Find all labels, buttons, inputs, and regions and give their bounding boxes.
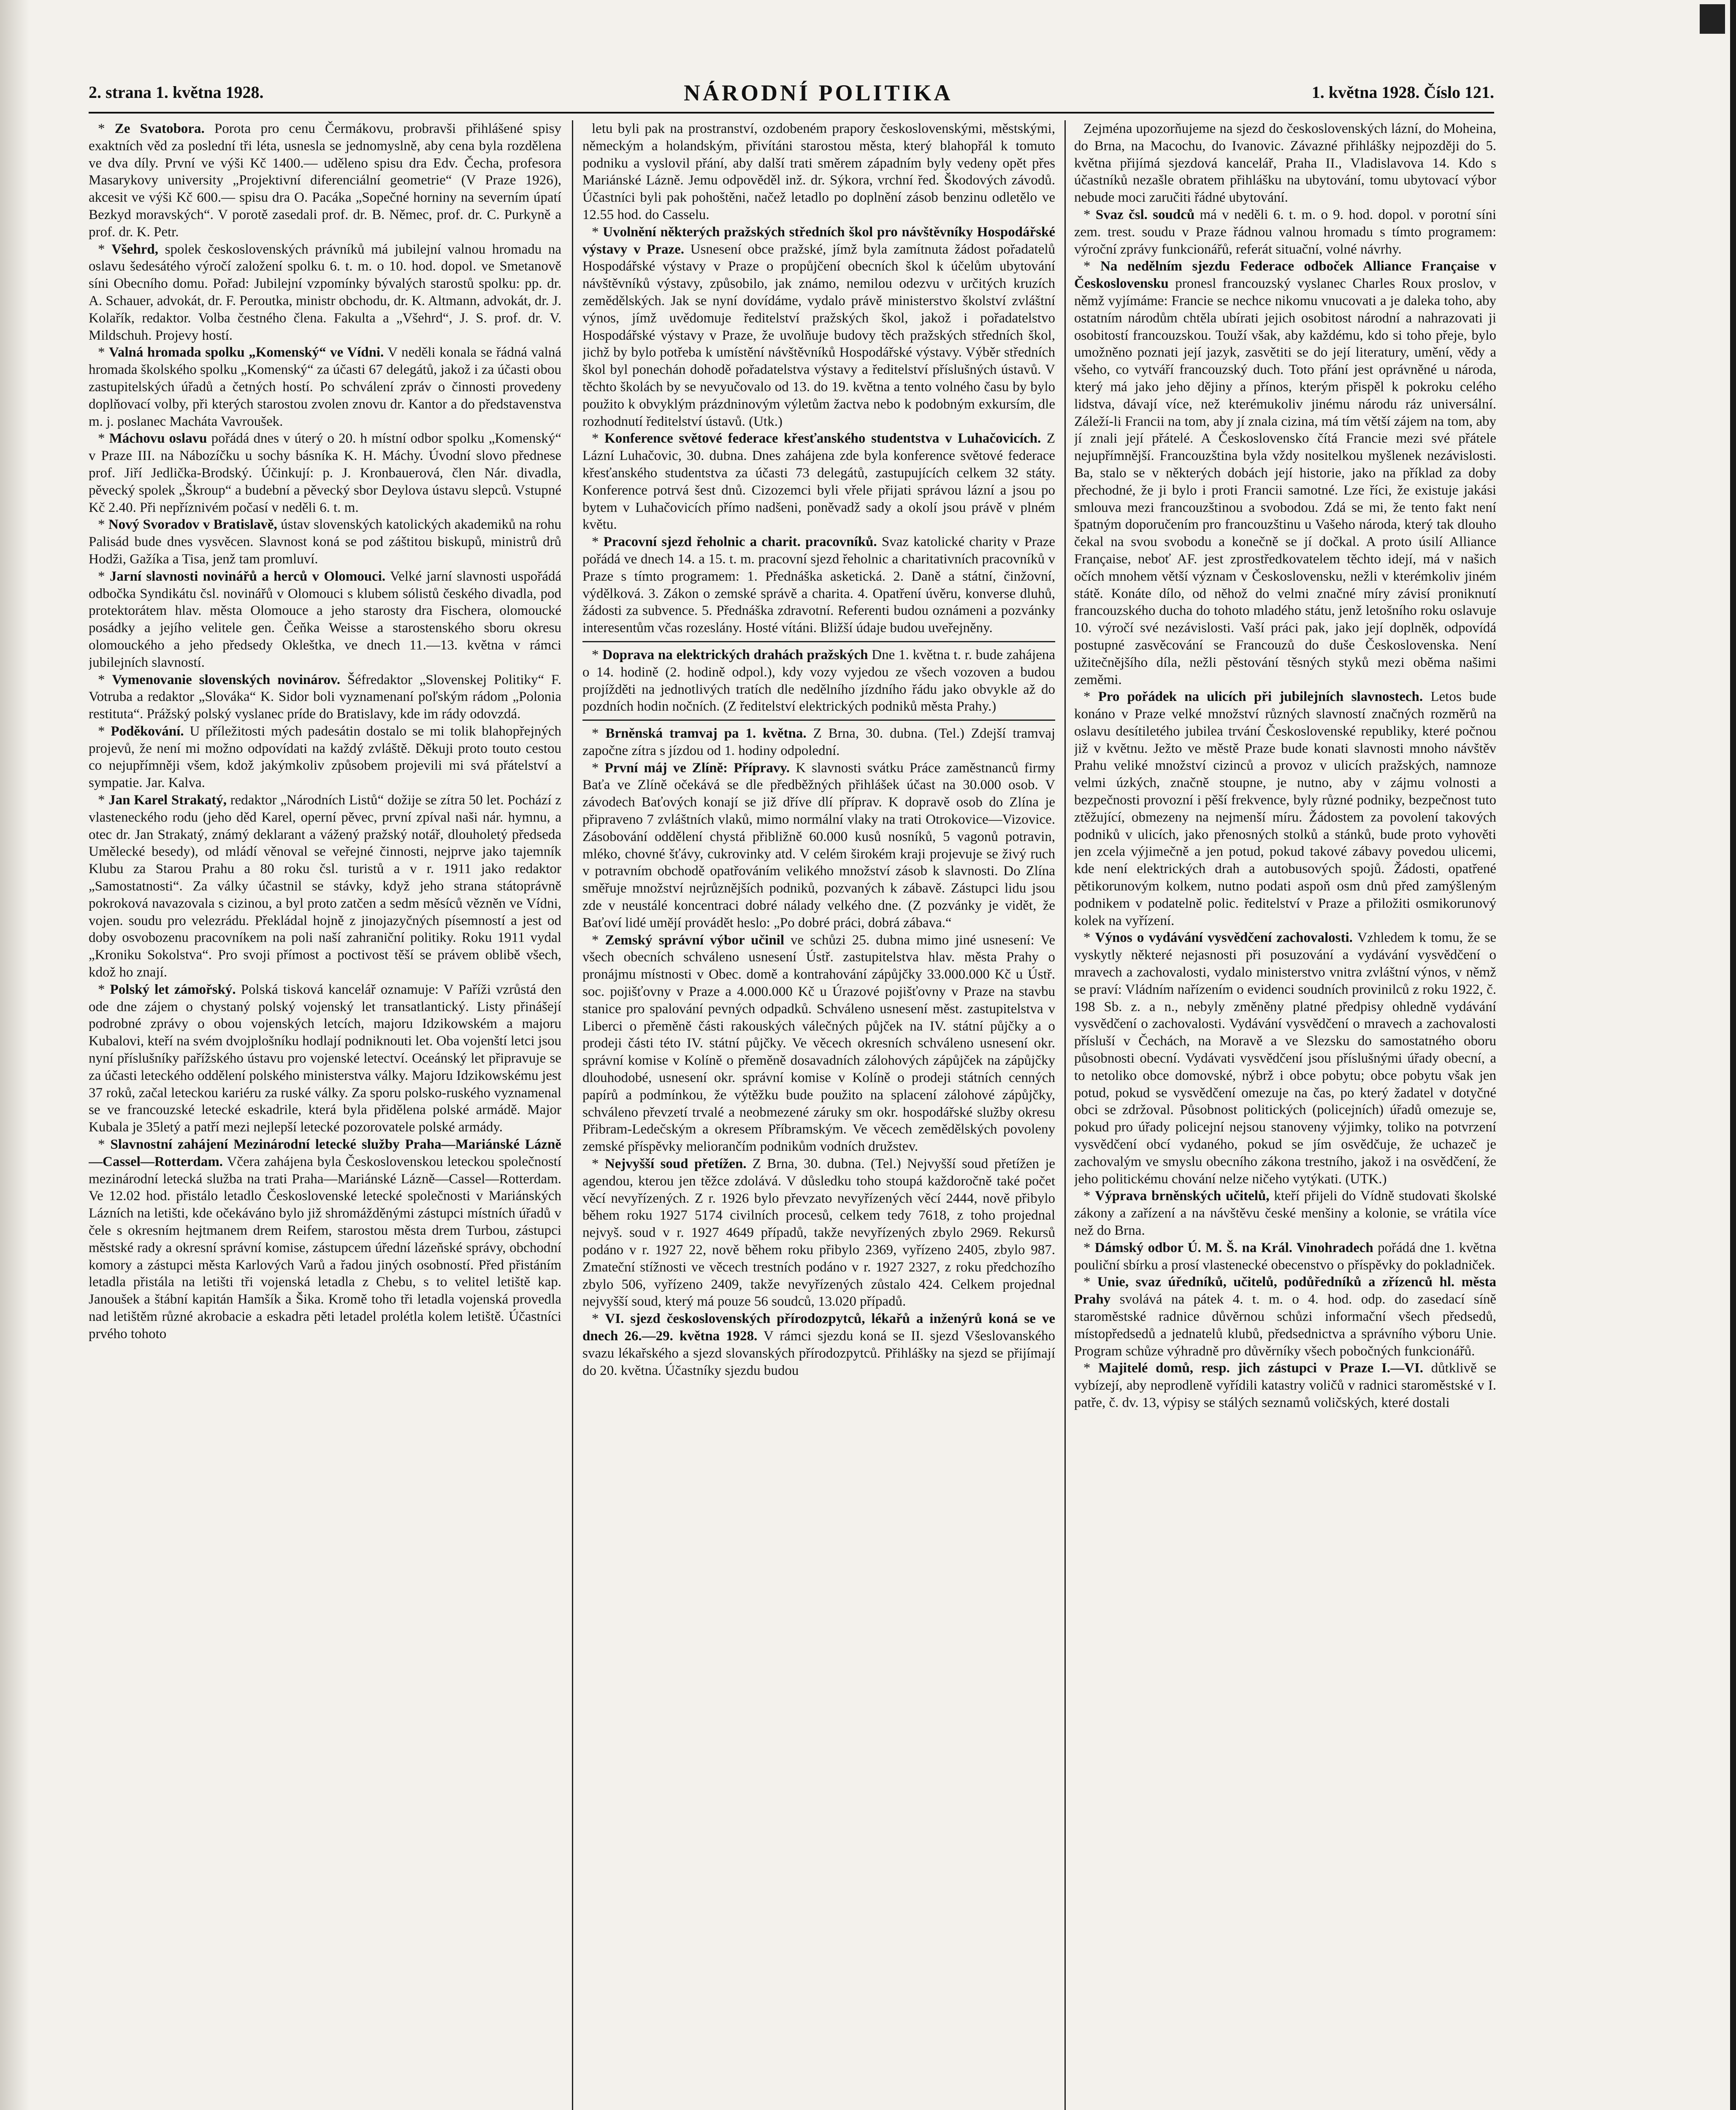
article-paragraph: [582, 224, 1055, 430]
article-body: svolává na pátek 4. t. m. o 4. hod. odp. do zasedací síně staroměstské radnice důvěrnou schůzi informační všech předsedů, místopředsedů a jednatelů klubů, předsednictva a správního výboru Unie. Program schůze výhradně pro důvěrníky všech pobočných funkcionářů.: [1074, 1292, 1496, 1359]
article-title: Brněnská tramvaj pa 1. května.: [605, 726, 807, 741]
article: [582, 430, 1055, 533]
article-body: Polská tisková kancelář oznamuje: V Paříži vzrůstá den ode dne zájem o chystaný polský vojenský let transatlantický. Listy přinášejí podrobné zprávy o obou vojenských letcích, majoru Idzikowském a majoru Kubalovi, kteří na svém dvojplošníku hodlají podniknouti let. Oba vojenští letci jsou nyní příslušníky pařížského ústavu pro vojenské letectví. Oceánský let připravuje se za účasti leteckého oddělení polského ministerstva války. Majoru Idzikowskému jest 37 roků, začal leteckou kariéru za ruské války. Za sporu polsko-ruského vyznamenal se ve francouzské letecké eskadrile, která byla přidělena polské armádě. Major Kubala je 35letý a patří mezi nejlepší letecké pozorovatele polské armády.: [89, 982, 561, 1135]
article-paragraph: [1074, 1274, 1496, 1360]
article-title: Doprava na elektrických drahách pražských: [602, 647, 868, 663]
article-body: Vzhledem k tomu, že se vyskytly některé nejasnosti při posuzování a vydávání vysvědčení o mravech a zachovalosti, vydalo ministerstvo vnitra zvláštní výnos, v němž se praví: Vládním nařízením o evidenci soudních provinilců z roku 1922, č. 198 Sb. z. a n., nebyly změněny platné předpisy ohledně vydávání vysvědčení o zachovalosti. Vydávání vysvědčení o mravech a zachovalosti přísluší v Čechách, na Moravě a ve Slezsku do samostatného oboru působnosti obecní. Vydávati vysvědčení jsou příslušnými úřady obecní, a to netoliko obce domovské, nýbrž i obce pobytu; obce pobytu však jen potud, pokud se vysvědčení omezuje na čas, po který žadatel v dotyčné obci se zdržoval. Působnost politických (policejních) úřadů omezuje se, pokud pro úřady policejní nejsou stanoveny výjimky, toliko na potvrzení vysvědčení obcí vydaného, pokud se jím osvědčuje, že uchazeč je zachovalým ve smyslu obecního zákona trestního, jakož i na osvědčení, že jeho politickému chování nelze ničeho vytýkati. (UTK.): [1074, 930, 1496, 1187]
article: [1074, 1239, 1496, 1274]
article-title: Jan Karel Strakatý,: [108, 793, 227, 808]
article: [582, 224, 1055, 430]
article-body: Letos bude konáno v Praze velké množství různých slavností značných rozměrů na oslavu desítiletého jubilea trvání Československé republiky, které počnou již v květnu. Ježto ve městě Praze bude konati slavnosti mnoho návštěv Prahu veliké množství cizinců a provoz v ulicích pražských, namnoze velmi úzkých, značně stoupne, je nutno, aby v zájmu volnosti a bezpečnosti provozní i pěší frekvence, byly různé podniky, bezpečnost tuto ztěžující, obmezeny na nejmenší míru. Žádostem za povolení takových podniků v ulicích, jako přenosných stolků a stánků, bude proto vyhověti jen zcela výjimečně a jen potud, pokud takové zábavy povedou ulicemi, kde není elektrických drah a autobusových spojů. Žádosti, opatřené pětikorunovým kolkem, nutno podati aspoň osm dnů před zamýšleným podnikem v podatelně polic. ředitelství v Praze a přiložiti osmikorunový kolek na vyřízení.: [1074, 689, 1496, 928]
bullet-asterisk: *: [592, 224, 603, 240]
article-paragraph: [582, 533, 1055, 637]
article: [89, 792, 561, 981]
article: [89, 344, 561, 430]
bullet-asterisk: *: [98, 982, 110, 997]
bullet-asterisk: *: [1083, 259, 1100, 274]
article-separator: [582, 641, 1055, 642]
article: [89, 981, 561, 1136]
article-title: Slavnostní zahájení Mezinárodní letecké služby Praha—Mariánské Lázně—Cassel—Rotterdam.: [89, 1137, 561, 1169]
article-paragraph: [89, 516, 561, 568]
article: [582, 533, 1055, 637]
article: [1074, 120, 1496, 206]
column-3: [1074, 120, 1496, 2110]
article-body: U příležitosti mých padesátin dostalo se mi tolik blahopřejných projevů, že není mi možno odpovídati na každý zvláště. Děkuji proto touto cestou co nejupřímněji všem, kdož jakýmkoliv způsobem projevili mi svá přátelství a sympatie. Jar. Kalva.: [89, 723, 561, 791]
bullet-asterisk: *: [98, 241, 112, 257]
bullet-asterisk: *: [98, 793, 109, 808]
column-divider: [1064, 120, 1066, 2110]
article-title: Vymenovanie slovenských novinárov.: [112, 672, 341, 687]
article-paragraph: [89, 671, 561, 723]
article-body: Dne 1. května t. r. bude zahájena o 14. hodině (2. hodině odpol.), kdy vozy vyjedou ze všech vozoven a budou projížděti na jednotlivých tratích dle nedělního jízdního řádu jako obvykle až do pozdních hodin nočních. (Z ředitelství elektrických podniků města Prahy.): [582, 647, 1055, 714]
article-paragraph: [582, 725, 1055, 760]
article: [89, 241, 561, 344]
article-body: Velké jarní slavnosti uspořádá odbočka Syndikátu čsl. novinářů v Olomouci s klubem sólistů českého divadla, pod protektorátem hlav. města Olomouce a jeho starosty dra Fischera, olomoucké posádky a jejího velitele gen. Čeňka Weisse a starostenského sboru okresu olomouckého a jeho předsedy Okleštka, ve dnech 11.—13. května v rámci jubilejních slavností.: [89, 568, 561, 670]
article-paragraph: [1074, 688, 1496, 929]
article-title: Výprava brněnských učitelů,: [1095, 1188, 1270, 1204]
bullet-asterisk: *: [592, 431, 605, 446]
bullet-asterisk: *: [592, 1311, 605, 1327]
article: [1074, 258, 1496, 688]
article-title: Pro pořádek na ulicích při jubilejních slavnostech.: [1098, 689, 1423, 705]
bullet-asterisk: *: [98, 121, 115, 136]
article: [582, 1155, 1055, 1310]
article: [89, 430, 561, 516]
bullet-asterisk: *: [592, 932, 605, 948]
article-title: Konference světové federace křesťanského studentstva v Luhačovicích.: [604, 431, 1041, 446]
article-body: Svaz katolické charity v Praze pořádá ve dnech 14. a 15. t. m. pracovní sjezd řeholnic a charitativních pracovníků v Praze s tímto programem: 1. Přednáška asketická. 2. Daně a státní, činžovní, výdělková. 3. Zákon o zemské správě a charita. 4. Opatření úvěru, konverse dluhů, žádosti za subvence. 5. Přednáška zdravotní. Referenti budou oznámeni a pozvánky interesentům včas rozeslány. Hosté vítáni. Bližší údaje budou uveřejněny.: [582, 534, 1055, 636]
article-title: Nový Svoradov v Bratislavě,: [108, 517, 277, 533]
article: [582, 725, 1055, 760]
article-title: První máj ve Zlíně: Přípravy.: [604, 760, 790, 776]
article-paragraph: [89, 1136, 561, 1343]
article-body: ve schůzi 25. dubna mimo jiné usnesení: Ve všech obecních schváleno usnesení Ústř. zastupitelstva hlav. města Prahy o pronájmu místnosti v Obec. domě a kontrahování zápůjčky 33.000.000 Kč u Ústř. soc. pojišťovny v Praze a 4.000.000 Kč u Úrazové pojišťovny v Praze na stavbu stanice pro spalování pevných odpadků. Schváleno usnesení měst. zastupitelstva v Liberci o přeměně části rakouských válečných půjček na IV. státní půjčky a o prodeji části této IV. státní půjčky. Ve věcech okresních schváleno usnesení okr. správní komise v Kolíně o přeměně dosavadních zálohových zápůjček na zápůjčky dlouhodobé, usnesení okr. správní komise v Kolíně o prodeji státních cenných papírů a podmínkou, že výtěžku bude použito na splacení zálohové zápůjčky, schváleno převzetí trvalé a neobmezené záruky sm okr. hospodářské služby okresu Přibram-Ledečským a okresem Příbramským. Ve věcech zemědělských povoleny zemské příspěvky meliorančím podnikům vodních družstev.: [582, 932, 1055, 1155]
article-title: Polský let zámořský.: [110, 982, 236, 997]
article-body: redaktor „Národních Listů“ dožije se zítra 50 let. Pochází z vlasteneckého rodu (jeho děd Karel, operní pěvec, první zpíval naši nár. hymnu, a otec dr. Jan Strakatý, známý deklarant a vážený pražský notář, dlouholetý předseda Umělecké besedy), od mládí věnoval se veřejné činnosti, nejprve jako tajemník Klubu za Starou Prahu a 80 roku čsl. turistů a v r. 1911 jako redaktor „Samostatnosti“. Za války účastnil se stávky, když jeho strana státoprávně pokroková navazovala s cizinou, a byl proto zatčen a sedm měsíců vězněn ve Vídni, vojen. soudu pro velezrádu. Překládal hojně z jinojazyčných písemností a jest od doby osvobozenu pracovníkem na poli naší zahraniční politiky. Roku 1911 vydal „Kroniku Sokolstva“. Pro svoji přímost a poctivost těší se právem oblibě všech, kdož ho znají.: [89, 793, 561, 980]
article-paragraph: [89, 241, 561, 344]
article-body: důtklivě se vybízejí, aby neprodleně vyřídili katastry voličů v radnici staroměstské v I. patře, č. dv. 13, výpisy se stálých seznamů voličských, které dostali: [1074, 1361, 1496, 1410]
article: [1074, 929, 1496, 1188]
bullet-asterisk: *: [592, 534, 604, 550]
article: [582, 120, 1055, 224]
article-title: Zemský správní výbor učinil: [605, 932, 785, 948]
article: [89, 723, 561, 792]
article: [1074, 1360, 1496, 1411]
article: [89, 516, 561, 568]
article: [1074, 1274, 1496, 1360]
article-body: Z Lázní Luhačovic, 30. dubna. Dnes zahájena zde byla konference světové federace křesťanského studentstva za účasti 73 delegátů, zastupujících celkem 32 státy. Konference potrvá šest dnů. Cizozemci byli vřele přijati správou lázní a jsou po bytem v Luhačovicích přímo nadšeni, poněvadž sady a okolí jsou právě v plném květu.: [582, 431, 1055, 533]
bullet-asterisk: *: [592, 647, 603, 663]
article-paragraph: [89, 981, 561, 1136]
article-body: Včera zahájena byla Československou leteckou společností mezinárodní letecká služba na trati Praha—Mariánské Lázně—Cassel—Rotterdam. Ve 12.02 hod. přistálo letadlo Československé letecké společnosti v Mariánských Lázních na letišti, kde očekáváno bylo již shromážděnými zástupci místních úřadů v čele s okresním hejtmanem drem Reifem, starostou města drem Turbou, zástupci městské rady a okresní správní komise, zástupcem úřední lázeňské správy, obchodní komory a zástupci města Karlových Varů a řadou jiných osobností. Před přistáním letadla přistála na letišti tři vojenská letadla z Chebu, s to velitel letiště kap. Janoušek a štábní kapitán Hamšík a Šika. Kromě toho tři letadla vojenská provedla nad letištěm různé akrobacie a eskadra pěti letadel prolétla kolem letiště. Účastníci prvého tohoto: [89, 1154, 561, 1342]
article: [582, 647, 1055, 715]
article: [1074, 1188, 1496, 1239]
article-paragraph: [89, 430, 561, 516]
article-paragraph: [582, 1310, 1055, 1379]
bullet-asterisk: *: [1083, 1274, 1097, 1290]
article-title: Jarní slavnosti novinářů a herců v Olomouci.: [109, 568, 386, 584]
column-divider: [572, 120, 573, 2110]
article-body: V rámci sjezdu koná se II. sjezd Všeslovanského svazu lékařského a sjezd slovanských přírodozpytců. Přihlášky na sjezd se přijímají do 20. května. Účastníky sjezdu budou: [582, 1328, 1055, 1378]
bullet-asterisk: *: [98, 672, 112, 687]
bullet-asterisk: *: [1083, 1188, 1095, 1204]
header-rule: [89, 112, 1494, 114]
column-2: [582, 120, 1055, 2110]
bullet-asterisk: *: [98, 345, 109, 360]
article: [1074, 688, 1496, 929]
bullet-asterisk: *: [592, 760, 605, 776]
article-paragraph: [1074, 1239, 1496, 1274]
article-body: V neděli konala se řádná valná hromada školského spolku „Komenský“ za účasti 67 delegátů, jakož i za účasti obou zastupitelských úřadů a četných hostí. Po schválení zpráv o činnosti provedeny doplňovací volby, při kterých starostou zvolen znovu dr. Kantor a do představenstva m. j. poslanec Macháta Vavroušek.: [89, 345, 561, 429]
bullet-asterisk: *: [98, 517, 108, 533]
bullet-asterisk: *: [592, 1156, 605, 1172]
article-title: Ze Svatobora.: [114, 121, 205, 136]
article-title: Máchovu oslavu: [109, 431, 207, 446]
bullet-asterisk: *: [98, 431, 109, 446]
article-body: letu byli pak na prostranství, ozdobeném prapory československými, městskými, německým a holandským, přivítáni starostou města, který blahopřál k tomuto podniku a vyslovil přání, aby další trati směrem západním byly vedeny opět přes Mariánské Lázně. Jemu odpověděl inž. dr. Sýkora, vrchní řed. Škodových závodů. Účastníci byli pak pohoštěni, načež letadlo po doplnění zásob benzinu odletělo ve 12.55 hod. do Casselu.: [582, 121, 1055, 222]
article-title: Svaz čsl. soudců: [1095, 207, 1195, 222]
article-paragraph: [582, 1155, 1055, 1310]
article: [89, 671, 561, 723]
bullet-asterisk: *: [592, 726, 606, 741]
header-right: 1. května 1928. Číslo 121.: [1311, 83, 1494, 102]
bullet-asterisk: *: [98, 1137, 111, 1152]
article-paragraph: [89, 723, 561, 792]
article-paragraph: [582, 430, 1055, 533]
article-body: Z Brna, 30. dubna. (Tel.) Nejvyšší soud přetížen je agendou, kterou jen těžce zdolává. V důsledku toho stoupá každoročně také počet věcí nevyřízených. Z r. 1926 bylo převzato nevyřízených věcí 2444, nově přibylo během roku 1927 5174 civilních procesů, celkem tedy 7618, z toho projednal nejvyš. soud v r. 1927 4649 případů, takže nevyřízených zbylo 2969. Rekursů podáno v r. 1927 22, nově během roku přibylo 2369, vyřízeno 2405, zbylo 987. Zmateční stížnosti ve věcech trestních podáno v r. 1927 2327, z roku předchozího zbylo 506, vyřízeno 2409, takže nevyřízených zůstalo 424. Celkem projednal nejvyšší soud, který má pouze 56 soudců, 13.020 případů.: [582, 1156, 1055, 1309]
article-title: Výnos o vydávání vysvědčení zachovalosti.: [1095, 930, 1353, 946]
article-title: Na nedělním sjezdu Federace odboček Alliance Française v Československu: [1074, 259, 1496, 292]
article-title: Všehrd,: [111, 241, 159, 257]
article: [89, 1136, 561, 1343]
article-paragraph: [1074, 258, 1496, 688]
article-title: Uvolnění některých pražských středních škol pro návštěvníky Hospodářské výstavy v Praze.: [582, 224, 1055, 257]
article-title: Majitelé domů, resp. jich zástupci v Praze I.—VI.: [1098, 1361, 1423, 1376]
header-left: 2. strana 1. května 1928.: [89, 83, 264, 102]
scan-corner-mark: [1700, 4, 1725, 34]
bullet-asterisk: *: [1083, 689, 1098, 705]
article-paragraph: [1074, 1360, 1496, 1411]
article-paragraph: [582, 647, 1055, 715]
bullet-asterisk: *: [98, 568, 110, 584]
article: [89, 120, 561, 241]
page-header: [89, 82, 1494, 112]
article-paragraph: [89, 344, 561, 430]
article-body: ústav slovenských katolických akademiků na rohu Palisád bude dnes vysvěcen. Slavnost koná se pod záštitou biskupů, ministrů drů Hodži, Gažíka a Tisa, jenž tam promluví.: [89, 517, 561, 567]
article-paragraph: [1074, 206, 1496, 258]
article-title: Unie, svaz úředníků, učitelů, podůředníků a zřízenců hl. města Prahy: [1074, 1274, 1496, 1307]
article: [89, 568, 561, 671]
article-title: VI. sjezd československých přírodozpytců, lékařů a inženýrů koná se ve dnech 26.—29. května 1928.: [582, 1311, 1055, 1344]
bullet-asterisk: *: [1083, 930, 1095, 946]
article-body: Z Brna, 30. dubna. (Tel.) Zdejší tramvaj započne zítra s jízdou od 1. hodiny odpolední.: [582, 726, 1055, 758]
article-paragraph: [582, 120, 1055, 224]
article: [582, 932, 1055, 1155]
article-body: Porota pro cenu Čermákovu, probravši přihlášené spisy exaktních věd za poslední tři léta, usnesla se jednomyslně, aby cena byla rozdělena ve dva díly. První ve výši Kč 1400.— uděleno spisu dra Edv. Čecha, profesora Masarykovy university „Projektivní diferenciální geometrie“ (V Praze 1926), akcesit ve výši Kč 600.— spisu dra O. Pacáka „Sopečné horniny na severním úpatí Bezkyd moravských“. V porotě zasedali prof. dr. B. Němec, prof. dr. C. Purkyně a prof. dr. K. Petr.: [89, 121, 561, 240]
article-body: spolek československých právníků má jubilejní valnou hromadu na oslavu šedesátého výročí založení spolku 6. t. m. o 10. hod. dopol. ve Smetanově síni Obecního domu. Pořad: Jubilejní vzpomínky bývalých starostů spolku: pp. dr. A. Schauer, advokát, dr. F. Peroutka, ministr obchodu, dr. K. Altmann, advokát, dr. J. Kolařík, redaktor. Volba čestného člena. Fakulta a „Všehrd“, J. S. prof. dr. V. Mildschuh. Projevy hostí.: [89, 241, 561, 343]
article-body: pořádá dnes v úterý o 20. h místní odbor spolku „Komenský“ v Praze III. na Nábozíčku u sochy básníka K. H. Máchy. Úvodní slovo přednese prof. Jiří Jedlička-Brodský. Účinkují: p. J. Kronbauerová, člen Nár. divadla, pěvecký spolek „Škroup“ a budební a pěvecký sbor Deylova ústavu slepců. Vstupné Kč 2.40. Při nepříznivém počasí v neděli 6. t. m.: [89, 431, 561, 515]
article-paragraph: [89, 792, 561, 981]
article: [1074, 206, 1496, 258]
article-title: Poděkování.: [111, 723, 184, 739]
bullet-asterisk: *: [1083, 1240, 1095, 1255]
article-paragraph: [89, 568, 561, 671]
article-paragraph: [582, 760, 1055, 932]
masthead-title: NÁRODNÍ POLITIKA: [684, 80, 953, 106]
article-body: K slavnosti svátku Práce zaměstnanců firmy Baťa ve Zlíně očekává se dle předběžných přihlášek účast na 30.000 osob. V závodech Baťových konají se již dříve dlí příprav. K dopravě osob do Zlína je připraveno 7 zvláštních vlaků, mimo normální vlaky na trati Otrokovice—Vizovice. Zásobování oddělení chystá přibližně 60.000 kusů nosníků, 5 vagonů potravin, mléko, chovné šťávy, cukrovinky atd. V celém širokém kraji projevuje se živý ruch v potravním obchodě opatřováním velikého množství zásob k slavnosti. Do Zlína směřuje množství nejrůznějších podniků, pozvaných k zábavě. Zástupci lidu jsou zde v neustálé koncentraci dobré nálady velkého dne. (Z pozvánky je vidět, že Baťoví lidé umějí provádět heslo: „Po dobré práci, dobrá zábava.“: [582, 760, 1055, 931]
bullet-asterisk: *: [1083, 207, 1096, 222]
article-body: pronesl francouzský vyslanec Charles Roux proslov, v němž vyjímáme: Francie se nechce nikomu vnucovati a je daleka toho, aby ostatním národům chtěla ubírati jejich osobitost národní a nahrazovati ji osobitostí francouzskou. Touží však, aby každému, kdo si toho přeje, bylo umožněno poznati její jazyk, zasvětiti se do její literatury, umění, vědy a všeho, co vytváří francouzský duch. Toto přání jest oprávněné u národa, který má jako jeho dějiny a přínos, kterým přispěl k pokroku celého lidstva, dávají více, než kterémukoliv jinému národu ráz universální. Záleží-li Francii na tom, aby jí znala cizina, má tím větší zájem na tom, aby jí znali její přátelé. A Československo čítá Francie mezi své přátele nejupřímnější. Francouzština byla vždy nositelkou myšlenek nezávislosti. Ba, stalo se v některých dobách její historie, jako na příklad za doby přechodné, že ji bylo i proti Francii samotné. Lze říci, že existuje jakási smlouva mezi francouzštinou a svobodou. Zdá se mi, že tento fakt není špatným doporučením pro francouzštinu u Vašeho národa, který tak dlouho čekal na svou svobodu a konečně se jí dočkal. A proto úsilí Alliance Française, neboť AF. jest zprostředkovatelem těchto idejí, má v našich očích mnohem větší význam v Československu, nežli v kterémkoliv jiném státě. Konáte dílo, od něhož do velmi značné míry závisí proniknutí francouzského ducha do tohoto mladého státu, jenž letošního roku oslavuje 10. výročí své nezávislosti. Vaší práci pak, jako její doplněk, odpovídá postupné zasvěcování se Francouzů do duše Československa. Není užitečnějšího díla, nežli pěstování těsných styků mezi oběma našimi zeměmi.: [1074, 276, 1496, 687]
article-paragraph: [582, 932, 1055, 1155]
article-body: má v neděli 6. t. m. o 9. hod. dopol. v porotní síni zem. trest. soudu v Praze řádnou valnou hromadu s tímto programem: výroční zprávy funkcionářů, referát situační, volné návrhy.: [1074, 207, 1496, 257]
article-paragraph: [1074, 120, 1496, 206]
article: [582, 760, 1055, 932]
bullet-asterisk: *: [1083, 1361, 1099, 1376]
article-body: Usnesení obce pražské, jímž byla zamítnuta žádost pořadatelů Hospodářské výstavy v Praze o propůjčení obecních škol k účelům ubytování návštěvníků výstavy, způsobilo, jak známo, nemilou odezvu v určitých kruzích zemědělských. Jak se nyní dovídáme, vydalo právě ministerstvo školství zvláštní výnos, jímž uvědomuje ředitelství pražských škol, jakož i pořadatelstvo Hospodářské výstavy v Praze, že uvolňuje budovy těch pražských středních škol, jichž by bylo potřeba k umístění návštěvníků Hospodářské výstavy. Výběr středních škol byl ponechán dohodě pořadatelstva výstavy a ředitelství příslušných ústavů. V těchto školách by se nevyučovalo od 13. do 19. května a tento volného času by bylo použito k obvyklým prázdninovým výletům žactva nebo k podobným exkursím, dle rozhodnutí ředitelství ústavů. (Utk.): [582, 241, 1055, 429]
article-body: pořádá dne 1. května pouliční sbírku a prosí vlastenecké obecenstvo o příspěvky do pokladniček.: [1074, 1240, 1496, 1273]
article-paragraph: [89, 120, 561, 241]
article-title: Dámský odbor Ú. M. Š. na Král. Vinohradech: [1094, 1240, 1373, 1255]
article: [582, 1310, 1055, 1379]
article-separator: [582, 720, 1055, 721]
article-body: kteří přijeli do Vídně studovati školské zákony a zařízení a na návštěvu české menšiny a kolonie, se vrátila více než do Brna.: [1074, 1188, 1496, 1238]
column-1: [89, 120, 561, 2110]
bullet-asterisk: *: [98, 723, 111, 739]
article-body: Šéfredaktor „Slovenskej Politiky“ F. Votruba a redaktor „Slováka“ K. Sidor boli vyznamenaní poľským rádom „Polonia restituta“. Prážský polský vyslanec príde do Bratislavy, kde im rády odovzdá.: [89, 672, 561, 722]
article-title: Valná hromada spolku „Komenský“ ve Vídni.: [109, 345, 384, 360]
scan-left-margin: [0, 0, 30, 2110]
article-title: Pracovní sjezd řeholnic a charit. pracovníků.: [603, 534, 877, 550]
scan-right-border: [1730, 0, 1736, 2110]
article-paragraph: [1074, 1188, 1496, 1239]
article-paragraph: [1074, 929, 1496, 1188]
article-title: Nejvyšší soud přetížen.: [604, 1156, 747, 1172]
article-body: Zejména upozorňujeme na sjezd do československých lázní, do Moheina, do Brna, na Macochu, do Ivanovic. Závazné přihlášky nejpozději do 5. května přijímá sjezdová kancelář, Praha II., Vladislavova 14. Kdo s účastníků nezašle obratem přihlášku na ubytování, tomu ubytovací výbor nebude moci zaručiti řádné ubytování.: [1074, 121, 1496, 206]
